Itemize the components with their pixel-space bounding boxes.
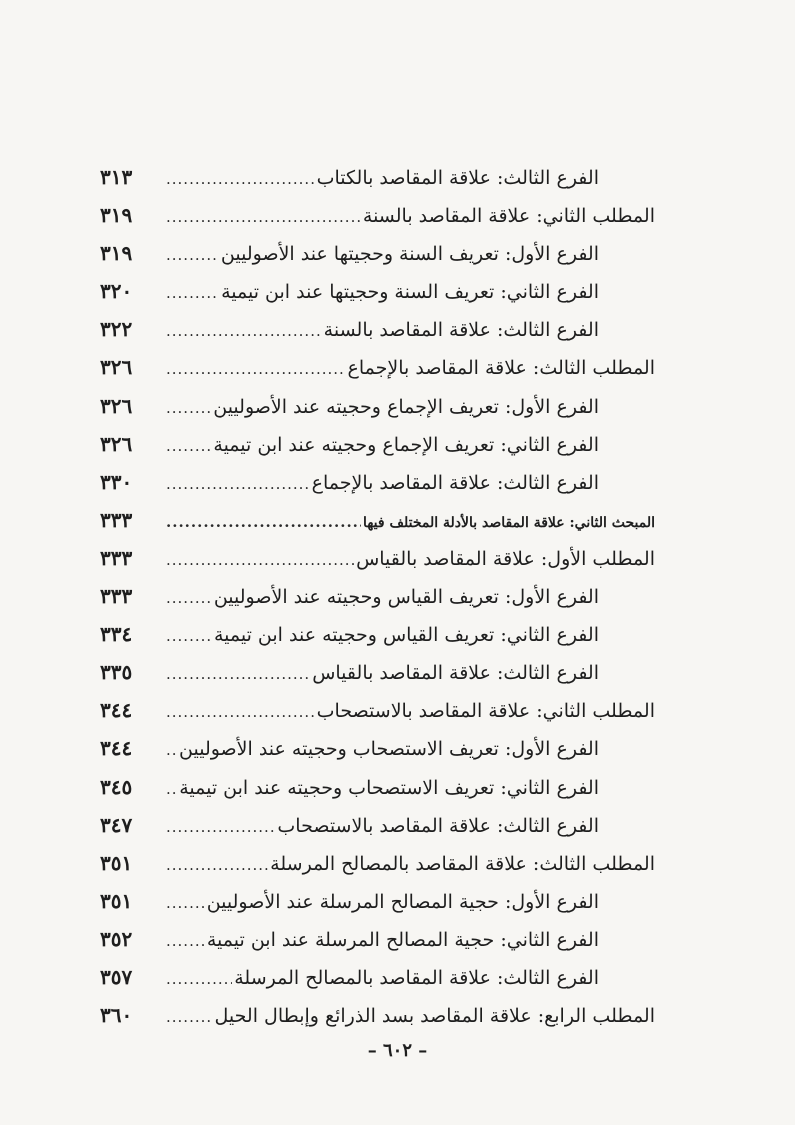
dot-leader <box>166 846 268 884</box>
dot-leader <box>166 465 310 503</box>
dot-leader <box>166 998 213 1036</box>
dot-leader <box>166 693 315 731</box>
dot-leader <box>166 808 275 846</box>
dot-leader <box>166 541 354 579</box>
toc-entry <box>100 844 655 882</box>
dot-leader <box>166 770 177 808</box>
toc-entry <box>100 387 655 425</box>
toc-entry <box>100 348 655 386</box>
dot-leader <box>166 198 361 236</box>
toc-entry <box>100 806 655 844</box>
toc-entry-title: الفرع الثاني: تعريف الاستصحاب وحجيته عند ابن تيمية <box>179 776 599 799</box>
toc-entry-page-number: ٣٥١ <box>100 888 133 913</box>
toc-entry <box>100 463 655 501</box>
toc-entry-title: الفرع الثاني: تعريف السنة وحجيتها عند ابن تيمية <box>221 281 599 304</box>
dot-leader <box>166 884 205 922</box>
toc-entry-title: المطلب الثاني: علاقة المقاصد بالاستصحاب <box>316 700 655 723</box>
toc-entry-page-number: ٣٣٣ <box>100 507 133 532</box>
table-of-contents <box>100 158 655 1034</box>
toc-entry-title: الفرع الثالث: علاقة المقاصد بالسنة <box>323 319 599 342</box>
toc-entry-title: المطلب الأول: علاقة المقاصد بالقياس <box>356 547 655 570</box>
toc-entry-page-number: ٣٢٠ <box>100 279 133 304</box>
toc-entry <box>100 234 655 272</box>
toc-entry <box>100 196 655 234</box>
toc-entry-page-number: ٣٣٥ <box>100 660 133 685</box>
toc-entry <box>100 501 655 539</box>
toc-entry-title: الفرع الثالث: علاقة المقاصد بالاستصحاب <box>277 814 599 837</box>
toc-entry-page-number: ٣٥٢ <box>100 926 133 951</box>
toc-entry <box>100 653 655 691</box>
toc-entry-title: الفرع الثاني: تعريف الإجماع وحجيته عند ابن تيمية <box>213 433 599 456</box>
toc-entry-page-number: ٣٣٣ <box>100 545 133 570</box>
toc-entry <box>100 158 655 196</box>
toc-entry <box>100 310 655 348</box>
toc-entry-title: الفرع الأول: حجية المصالح المرسلة عند الأصوليين <box>206 890 599 913</box>
toc-entry-title: المطلب الثالث: علاقة المقاصد بالإجماع <box>347 357 655 380</box>
toc-entry <box>100 577 655 615</box>
toc-entry <box>100 539 655 577</box>
toc-entry-page-number: ٣٢٦ <box>100 431 133 456</box>
toc-entry <box>100 768 655 806</box>
dot-leader <box>166 960 232 998</box>
toc-entry <box>100 729 655 767</box>
toc-entry-title: الفرع الأول: تعريف الاستصحاب وحجيته عند الأصوليين <box>179 738 599 761</box>
toc-entry-page-number: ٣١٩ <box>100 241 133 266</box>
dot-leader <box>166 427 211 465</box>
dot-leader <box>166 655 310 693</box>
toc-entry-title: الفرع الثاني: تعريف القياس وحجيته عند ابن تيمية <box>213 624 599 647</box>
dot-leader <box>166 274 219 312</box>
toc-entry-title: الفرع الأول: تعريف القياس وحجيته عند الأصوليين <box>213 586 599 609</box>
toc-entry-page-number: ٣٦٠ <box>100 1003 133 1028</box>
toc-entry-title: الفرع الأول: تعريف الإجماع وحجيته عند الأصوليين <box>213 395 599 418</box>
toc-entry-page-number: ٣٢٦ <box>100 393 133 418</box>
toc-entry-page-number: ٣١٣ <box>100 165 133 189</box>
toc-entry <box>100 425 655 463</box>
toc-entry-title: المطلب الثاني: علاقة المقاصد بالسنة <box>362 205 655 228</box>
dot-leader <box>166 617 212 655</box>
dot-leader <box>166 389 211 427</box>
toc-entry-page-number: ٣٣٣ <box>100 584 133 609</box>
dot-leader <box>166 160 315 198</box>
toc-entry-page-number: ٣٥١ <box>100 850 133 875</box>
toc-entry-title: الفرع الثالث: علاقة المقاصد بالكتاب <box>316 167 599 189</box>
toc-entry <box>100 272 655 310</box>
toc-entry <box>100 996 655 1034</box>
toc-entry-page-number: ٣١٩ <box>100 203 133 228</box>
toc-entry <box>100 615 655 653</box>
page-number-footer: – ٦٠٢ – <box>367 1040 428 1061</box>
toc-entry-page-number: ٣٢٦ <box>100 355 133 380</box>
toc-entry-page-number: ٣٣٤ <box>100 622 133 647</box>
toc-entry-title: المبحث الثاني: علاقة المقاصد بالأدلة المختلف فيها <box>362 514 655 531</box>
toc-entry-page-number: ٣٤٤ <box>100 698 133 723</box>
toc-entry-title: المطلب الثالث: علاقة المقاصد بالمصالح المرسلة <box>270 852 655 875</box>
toc-entry-page-number: ٣٣٠ <box>100 469 133 494</box>
dot-leader <box>166 922 205 960</box>
dot-leader <box>166 579 212 617</box>
dot-leader <box>166 731 177 769</box>
toc-entry-title: الفرع الثالث: علاقة المقاصد بالإجماع <box>311 471 599 494</box>
toc-entry-title: الفرع الأول: تعريف السنة وحجيتها عند الأصوليين <box>220 243 599 266</box>
toc-entry-title: المطلب الرابع: علاقة المقاصد بسد الذرائع وإبطال الحيل <box>214 1005 655 1028</box>
toc-entry-title: الفرع الثالث: علاقة المقاصد بالمصالح المرسلة <box>234 966 599 989</box>
toc-entry-title: الفرع الثاني: حجية المصالح المرسلة عند ابن تيمية <box>206 928 599 951</box>
toc-entry <box>100 958 655 996</box>
toc-entry-page-number: ٣٢٢ <box>100 317 133 342</box>
dot-leader <box>166 503 361 541</box>
toc-entry <box>100 920 655 958</box>
toc-entry-page-number: ٣٤٤ <box>100 736 133 761</box>
toc-entry <box>100 691 655 729</box>
toc-entry-page-number: ٣٤٥ <box>100 774 133 799</box>
toc-entry-page-number: ٣٤٧ <box>100 812 133 837</box>
dot-leader <box>166 312 322 350</box>
toc-entry-title: الفرع الثالث: علاقة المقاصد بالقياس <box>312 662 599 685</box>
dot-leader <box>166 350 346 388</box>
dot-leader <box>166 236 219 274</box>
toc-entry-page-number: ٣٥٧ <box>100 964 133 989</box>
toc-entry <box>100 882 655 920</box>
